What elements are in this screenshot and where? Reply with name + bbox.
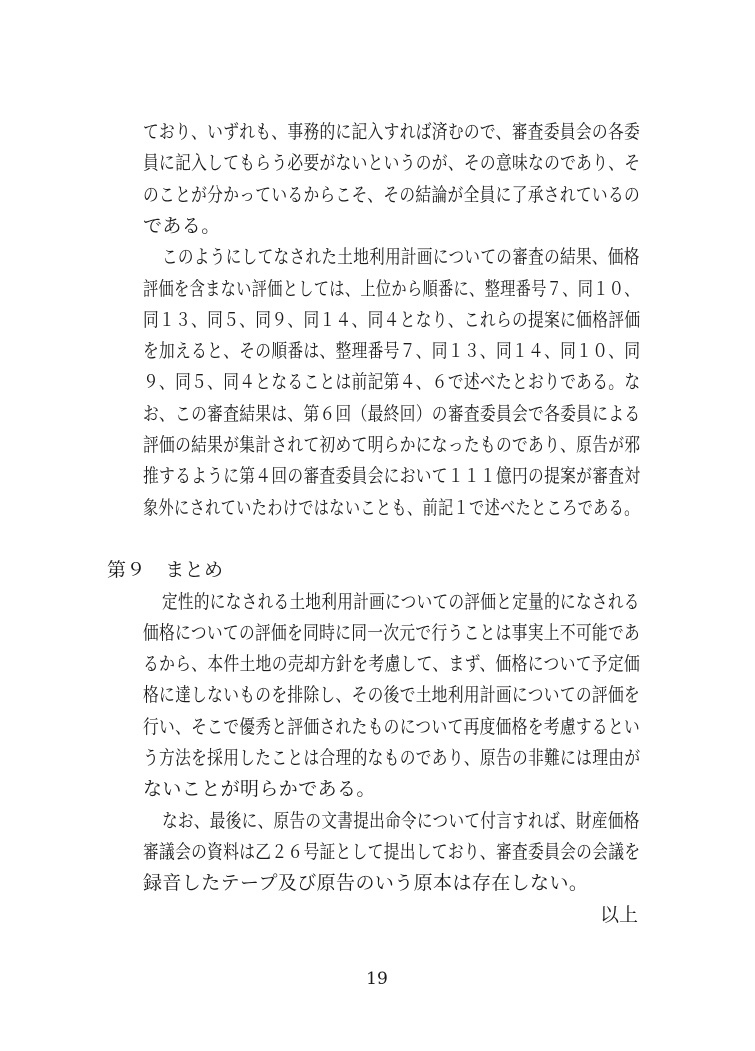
text-line: 格に達しないものを排除し、その後で土地利用計画についての評価を xyxy=(143,684,641,707)
closing-mark: 以上 xyxy=(600,903,639,926)
text-line: ９、同５、同４となることは前記第４、６で述べたとおりである。な xyxy=(143,371,641,394)
text-line: 定性的になされる土地利用計画についての評価と定量的になされる xyxy=(162,590,640,613)
text-line: う方法を採用したことは合理的なものであり、原告の非難には理由が xyxy=(143,747,641,770)
text-line: 価格についての評価を同時に同一次元で行うことは事実上不可能であ xyxy=(143,621,641,644)
text-line: ないことが明らかである。 xyxy=(143,778,376,801)
text-line: 員に記入してもらう必要がないというのが、その意味なのであり、そ xyxy=(143,152,641,175)
text-line: 評価の結果が集計されて初めて明らかになったものであり、原告が邪 xyxy=(143,434,641,457)
text-line: ており、いずれも、事務的に記入すれば済むので、審査委員会の各委 xyxy=(143,121,641,143)
text-line: 推するように第４回の審査委員会において１１１億円の提案が審査対 xyxy=(143,465,641,488)
text-line: 評価を含まない評価としては、上位から順番に、整理番号７、同１０、 xyxy=(143,277,640,300)
text-line: 行い、そこで優秀と評価されたものについて再度価格を考慮するとい xyxy=(143,715,641,738)
section-heading: 第９ まとめ xyxy=(107,559,224,582)
text-line: このようにしてなされた土地利用計画についての審査の結果、価格 xyxy=(162,246,640,269)
text-line: なお、最後に、原告の文書提出命令について付言すれば、財産価格 xyxy=(162,809,640,832)
text-line: を加えると、その順番は、整理番号７、同１３、同１４、同１０、同 xyxy=(143,340,641,363)
text-line: のことが分かっているからこそ、その結論が全員に了承されているの xyxy=(143,183,641,206)
text-line: るから、本件土地の売却方針を考慮して、まず、価格について予定価 xyxy=(143,653,641,676)
text-line: 審議会の資料は乙２６号証として提出しており、審査委員会の会議を xyxy=(143,841,641,863)
text-line: お、この審査結果は、第６回（最終回）の審査委員会で各委員による xyxy=(143,402,641,425)
text-line: 象外にされていたわけではないことも、前記１で述べたところである。 xyxy=(143,496,640,519)
text-line: である。 xyxy=(143,214,221,237)
page-number: 19 xyxy=(366,968,388,989)
text-line: 同１３、同５、同９、同１４、同４となり、これらの提案に価格評価 xyxy=(143,308,641,331)
text-line: 録音したテープ及び原告のいう原本は存在しない。 xyxy=(143,872,589,895)
